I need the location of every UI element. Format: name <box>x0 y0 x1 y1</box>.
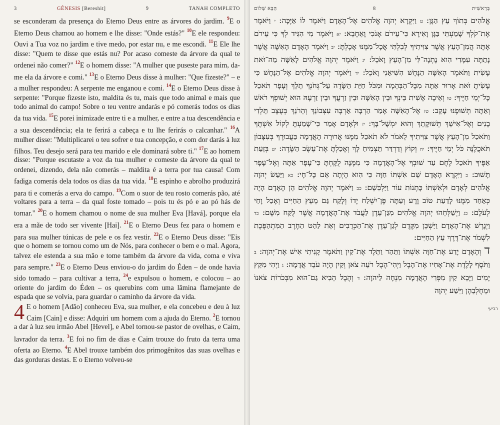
hebrew-verse-number: יט <box>271 147 277 154</box>
hebrew-chapter-3-paragraph <box>254 15 490 244</box>
running-head <box>14 6 240 15</box>
hebrew-verse-text: וַיְגָרֶשׁ אֶת־הָאָדָם וַיַּשְׁכֵּן מִקֶּדֶם לְגַן־עֵדֶן אֶת־הַכְּרֻבִים וְאֵת לַהַט הַחֶרֶב הַמִּתְהַפֶּכֶת לִשְׁמֹר אֶת־דֶּרֶךְ עֵץ הַחַיִּים: <box>254 220 490 242</box>
page-number: 3 <box>14 6 17 12</box>
hebrew-verse-text: וַיִּקְרָא יְהוָה אֱלֹהִים אֶל־הָאָדָם וַיֹּאמֶר לוֹ אַיֶּכָּה: <box>279 16 417 25</box>
right-page <box>246 0 500 425</box>
verse-number: 24 <box>123 274 129 280</box>
verse-text: E Ele lhe disse: "Quem te disse que estás nu? Por acaso comeste da árvore da qual te ordenei não comer?" <box>14 40 240 70</box>
verse-number: 4 <box>64 346 68 352</box>
verse-number: 20 <box>37 209 43 215</box>
hebrew-verse-number: כג <box>463 210 468 217</box>
verse-text: E porei inimizade entre ti e a mulher, e entre a tua descendência e a sua descendência; ela te ferirá a cabeça e tu lhe ferirás o calcanhar." <box>14 114 241 135</box>
verse-number: 2 <box>212 313 216 319</box>
verse-number: 9 <box>226 17 230 22</box>
hebrew-verse-text: וּלְאָדָם אָמַר כִּי־שָׁמַעְתָּ לְקוֹל אִשְׁתֶּךָ וַתֹּאכַל מִן־הָעֵץ אֲשֶׁר צִוִּיתִיךָ לֵאמֹר לֹא תֹאכַל מִמֶּנּוּ אֲרוּרָה הָאֲדָמָה בַּעֲבוּרֶךָ בְּעִצָּבוֹן תֹּאכֲלֶנָּה כֹּל יְמֵי חַיֶּיךָ: <box>254 119 490 154</box>
hebrew-verse-text: וַיְשַׁלְּחֵהוּ יְהוָה אֱלֹהִים מִגַּן־עֵדֶן לַעֲבֹד אֶת־הָאֲדָמָה אֲשֶׁר לֻקַּח מִשָּׁם: <box>262 207 461 217</box>
hebrew-verse-text: וַיֹּאמֶר אֶת־קֹלְךָ שָׁמַעְתִּי בַּגָּן וָאִירָא כִּי־עֵירֹם אָנֹכִי וָאֵחָבֵא: <box>254 16 490 39</box>
aliyah-margin-note: רביעי <box>488 307 498 312</box>
verse-number: 10 <box>186 28 192 34</box>
running-head-hebrew <box>254 6 490 15</box>
verse-text: Com o suor de teu rosto comerás pão, até voltares para a terra – da qual foste tomado – pois tu és pó e ao pó hás de tornar." <box>14 188 240 218</box>
hebrew-verse-text: וְאֵיבָה אָשִׁית בֵּינְךָ וּבֵין הָאִשָּׁה וּבֵין זַרְעֲךָ וּבֵין זַרְעָהּ הוּא יְשׁוּפְךָ רֹאשׁ וְאַתָּה תְּשׁוּפֶנּוּ עָקֵב: <box>254 93 490 116</box>
book-title: GÊNESIS <box>57 6 81 12</box>
hebrew-text <box>254 15 490 297</box>
verse-number: 18 <box>148 176 154 182</box>
hebrew-verse-text: וַיִּקְרָא הָאָדָם שֵׁם אִשְׁתּוֹ חַוָּה כִּי הִוא הָיְתָה אֵם כָּל־חָי: <box>296 169 462 179</box>
hebrew-folio-number: 8 <box>372 6 376 12</box>
verse-number: 21 <box>123 221 129 227</box>
hebrew-verse-number: ד <box>357 275 360 282</box>
verse-number: 23 <box>55 262 61 268</box>
hebrew-verse-number: יא <box>336 32 341 39</box>
verse-text: E foi no fim de dias e Caim trouxe do fruto da terra uma oferta ao Eterno. <box>14 334 240 355</box>
hebrew-verse-text: בְּזֵעַת אַפֶּיךָ תֹּאכַל לֶחֶם עַד שׁוּבְךָ אֶל־הָאֲדָמָה כִּי מִמֶּנָּה לֻקָּחְתָּ כִּי־עָפָר אַתָּה וְאֶל־עָפָר תָּשׁוּב: <box>254 144 491 179</box>
hebrew-book-title: בְּרֵאשִׁית <box>471 6 490 12</box>
hebrew-verse-text: וַתֹּסֶף לָלֶדֶת אֶת־אָחִיו אֶת־הָבֶל וַיְהִי־הֶבֶל רֹעֵה צֹאן וְקַיִן הָיָה עֹבֵד אֲדָמָה: <box>286 259 490 269</box>
book-title-hebrew-translit: [Bereshit] <box>82 6 106 12</box>
hebrew-verse-text: וַיַּעַשׂ יְהוָה אֱלֹהִים לְאָדָם וּלְאִשְׁתּוֹ כָּתְנוֹת עוֹר וַיַּלְבִּשֵׁם: <box>254 169 490 192</box>
hebrew-verse-text: אֶל־הָאִשָּׁה אָמַר הַרְבָּה אַרְבֶּה עִצְּבוֹנֵךְ וְהֵרֹנֵךְ בְּעֶצֶב תֵּלְדִי בָנִים וְאֶל־אִישֵׁךְ תְּשׁוּקָתֵךְ וְהוּא יִמְשָׁל־בָּךְ: <box>254 106 491 129</box>
verse-text: E o Eterno Deus disse à serpente: "Porque fizeste isto, maldita és tu, mais que todo animal e mais que todo animal do campo! Sobre o teu ventre andarás e pó comerás todos os dias da tua vida. <box>14 84 240 123</box>
hebrew-verse-number: יד <box>355 71 359 78</box>
verse-text: E ao homem disse: "Porque escutaste a voz da tua mulher e comeste da árvore da qual te ordenei, dizendo, dela não comerás – maldita é a terra por tua causa! Com fadiga comerás dela todos os dias da tua vida. <box>14 147 240 186</box>
hebrew-verse-number: יח <box>419 147 425 154</box>
series-title: TANAH COMPLETO <box>188 6 240 12</box>
hebrew-parasha-title: הַבָּא שָׁלוֹם <box>254 6 277 12</box>
hebrew-verse-number: ג <box>281 262 284 269</box>
hebrew-verse-number: כא <box>287 172 294 179</box>
verse-number: 16 <box>230 126 235 132</box>
hebrew-verse-number: טו <box>447 96 452 103</box>
hebrew-verse-text: אֱלֹהִים בְּתוֹךְ עֵץ הַגָּן: <box>426 16 490 25</box>
verse-text: A mulher disse: "Multiplicarei o teu sofrer e tua concepção, e com dor darás à luz filhos. Teu desejo será para teu marido e ele dominará sobre ti." <box>14 126 241 156</box>
hebrew-verse-number: יז <box>362 122 365 129</box>
verse-text: E tornou a dar à luz seu irmão Abel [Hevel], e Abel tornou-se pastor de ovelhas, e Caim, lavrador da terra. <box>14 314 240 343</box>
verse-number: 12 <box>75 61 81 67</box>
verse-text: E o homem [Adão] conheceu Eva, sua mulher, e ela concebeu e deu à luz Caim [Cain] e disse: Adquiri um homem com a ajuda do Eterno. <box>26 302 240 323</box>
hebrew-verse-text: וְהָאָדָם יָדַע אֶת־חַוָּה אִשְׁתּוֹ וַתַּהַר וַתֵּלֶד אֶת־קַיִן וַתֹּאמֶר קָנִיתִי אִישׁ אֶת־יְהוָה: <box>259 246 482 256</box>
portuguese-text <box>14 15 240 365</box>
verse-text: E Abel trouxe também dos primogênitos das suas ovelhas e das gorduras destas. E o Eterno volveu-se <box>14 346 240 364</box>
verse-text: E o homem disse: "A mulher que puseste para mim, da-me ela da árvore e comi." <box>14 61 240 82</box>
verse-text: se esconderam da presença do Eterno Deus entre as árvores do jardim. <box>14 17 225 26</box>
hebrew-verse-text: וַיֹּאמֶר מִי הִגִּיד לְךָ כִּי עֵירֹם אָתָּה הֲמִן־הָעֵץ אֲשֶׁר צִוִּיתִיךָ לְבִלְתִּי אֲכָל־מִמֶּנּוּ אָכָלְתָּ: <box>254 29 490 52</box>
hebrew-verse-number: כב <box>356 185 362 192</box>
hebrew-verse-text: וַיְהִי מִקֵּץ יָמִים וַיָּבֵא קַיִן מִפְּרִי הָאֲדָמָה מִנְחָה לַיהוָה: <box>254 259 490 282</box>
hebrew-verse-text: וַיֹּאמֶר יְהוָה אֱלֹהִים אֶל־הַנָּחָשׁ כִּי עָשִׂיתָ זֹּאת אָרוּר אַתָּה מִכָּל־הַבְּהֵמָה וּמִכֹּל חַיַּת הַשָּׂדֶה עַל־גְּחֹנְךָ תֵלֵךְ וְעָפָר תֹּאכַל כָּל־יְמֵי חַיֶּיךָ: <box>254 68 490 103</box>
hebrew-verse-text: וַיֹּאמֶר הָאָדָם הָאִשָּׁה אֲשֶׁר נָתַתָּה עִמָּדִי הִוא נָתְנָה־לִּי מִן־הָעֵץ וָאֹכֵל: <box>254 42 490 65</box>
hebrew-chapter-4-paragraph <box>254 244 490 297</box>
hebrew-verse-number: ט <box>419 19 423 25</box>
hebrew-chapter-letter: ד <box>484 242 490 257</box>
verse-number: 13 <box>89 72 95 78</box>
verse-number: 14 <box>166 84 172 90</box>
hebrew-verse-text: וַיֹּאמֶר יְהוָה אֱלֹהִים לָאִשָּׁה מַה־זֹּאת עָשִׂית וַתֹּאמֶר הָאִשָּׁה הַנָּחָשׁ הִשִּׁיאַנִי וָאֹכֵל: <box>254 55 491 78</box>
hebrew-verse-number: ב <box>254 249 257 256</box>
left-page <box>0 0 246 425</box>
verse-text: E o Eterno Deus chamou ao homem e lhe disse: "Onde estás?" <box>14 17 240 37</box>
hebrew-verse-number: יב <box>331 45 335 52</box>
verse-text: E ele respondeu: Ouvi a Tua voz no jardim e tive medo, por estar nu, e me escondi. <box>14 28 240 49</box>
verse-number: 17 <box>198 146 204 152</box>
hebrew-verse-text: וַיֹּאמֶר יְהוָה אֱלֹהִים הֵן הָאָדָם הָיָה כְּאַחַד מִמֶּנּוּ לָדַעַת טוֹב וָרָע וְעַתָּה פֶּן־יִשְׁלַח יָדוֹ וְלָקַח גַּם מֵעֵץ הַחַיִּים וְאָכַל וָחַי לְעֹלָם: <box>254 182 491 217</box>
chapter-number: 4 <box>14 299 25 324</box>
verse-text: E o homem chamou o nome de sua mulher Eva [Havá], porque ela era a mãe de todo ser vivente [Hai]. <box>14 209 241 230</box>
verse-number: 3 <box>66 334 70 340</box>
verse-text: E o Eterno Deus disse à mulher: "Que fizeste?" – e a mulher respondeu: A serpente me enganou e comi. <box>14 73 240 93</box>
hebrew-verse-number: י <box>274 19 276 25</box>
chapter-3-paragraph <box>14 15 240 303</box>
verse-text: E o Eterno Deus disse: "Eis que o homem se tornou como um de Nós, para conhecer o bem e o mal. Agora, talvez ele estenda a sua mão e tome também da árvore da vida, coma e viva para sempre." <box>14 233 240 272</box>
chapter-4-paragraph <box>14 299 240 366</box>
verse-number: 15 <box>48 114 54 120</box>
verse-text: e expulsou o homem, e colocou – ao oriente do jardim do Éden – os querubins com uma lâmina flamejante de espada que se volvia, para guardar o caminho da árvore da vida. <box>14 274 240 302</box>
hebrew-verse-text: וְקוֹץ וְדַרְדַּר תַּצְמִיחַ לָךְ וְאָכַלְתָּ אֶת־עֵשֶׂב הַשָּׂדֶה: <box>279 144 417 154</box>
hebrew-verse-number: יג <box>362 58 366 65</box>
folio-number: 9 <box>145 6 149 12</box>
hebrew-verse-number: כד <box>254 210 259 217</box>
hebrew-verse-text: וְהֶבֶל הֵבִיא גַם־הוּא מִבְּכֹרוֹת צֹאנוֹ וּמֵחֶלְבֵהֶן וַיִּשַׁע יְהוָה <box>254 272 490 295</box>
verse-number: 22 <box>153 232 159 238</box>
hebrew-verse-number: טז <box>424 109 429 116</box>
verse-number: 11 <box>208 40 214 46</box>
verse-text: E espinho e abrolho produzirá para ti e comerás a erva do campo. <box>14 177 240 197</box>
hebrew-verse-number: כ <box>465 172 469 179</box>
verse-text: E o Eterno Deus fez para o homem e para sua mulher túnicas de pele e os fez vestir. <box>14 221 240 242</box>
verse-text: E o Eterno Deus enviou-o do jardim do Éden – de onde havia sido tomado – para cultivar a terra, <box>14 263 240 283</box>
verse-number: 19 <box>116 188 121 194</box>
